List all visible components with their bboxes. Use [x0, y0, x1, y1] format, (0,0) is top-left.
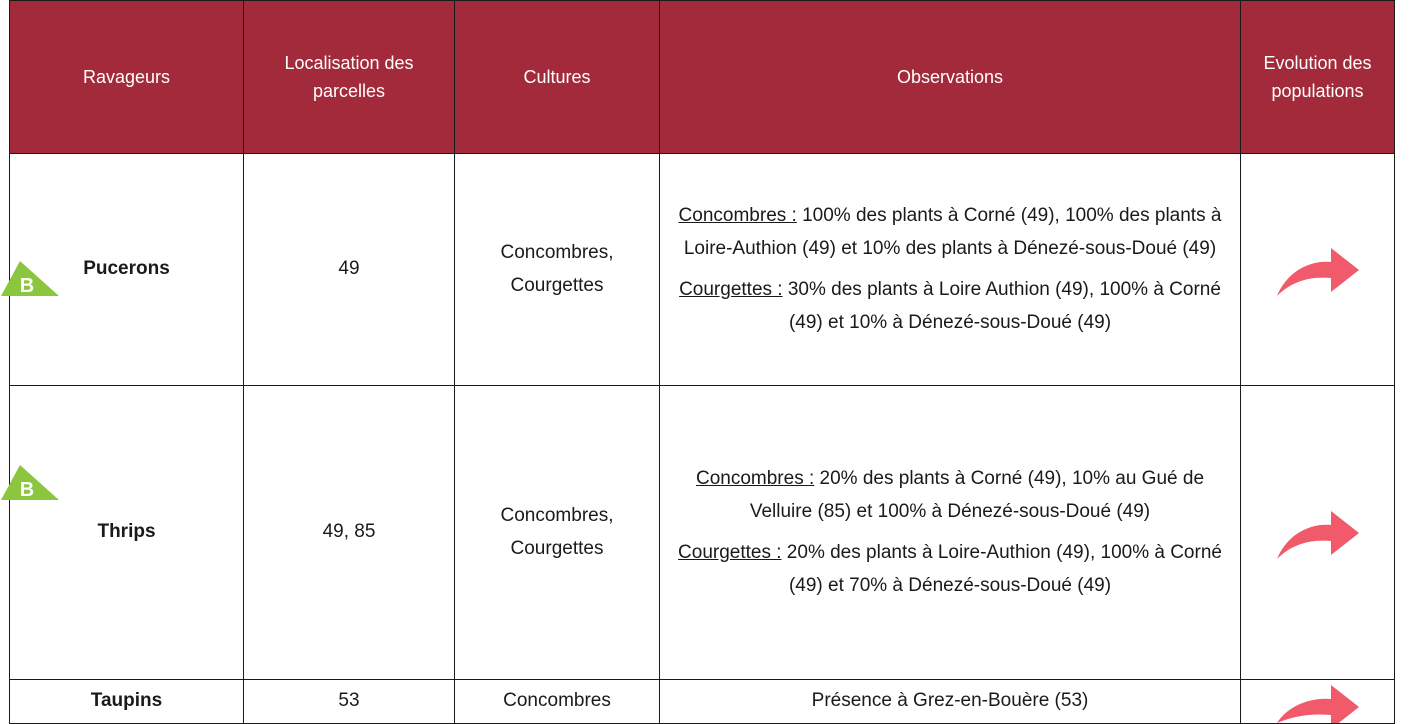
table-header-row [10, 1, 1395, 154]
badge-letter: B [19, 479, 35, 501]
cultures-line2: Courgettes [510, 274, 604, 296]
pest-name: Pucerons [10, 154, 244, 386]
evolution-cell [1241, 386, 1395, 680]
cultures-cell [455, 386, 660, 680]
cultures-cell: Concombres [455, 680, 660, 724]
crop-label: Courgettes : [679, 279, 783, 300]
localisation-cell: 49 [244, 154, 455, 386]
badge-b-icon [0, 462, 62, 502]
evolution-cell [1241, 680, 1395, 724]
trend-up-arrow-icon [1273, 240, 1363, 300]
badge-divider-line [9, 510, 10, 680]
cultures-line1: Concombres, [500, 505, 614, 526]
cultures-line1: Concombres, [500, 242, 614, 263]
cultures-line2: Courgettes [510, 537, 604, 559]
trend-up-arrow-icon [1273, 681, 1363, 723]
observation-text: 30% des plants à Loire Authion (49), 100% à Corné (49) et 10% à Dénezé-sous-Doué (49) [782, 279, 1221, 333]
observation-courgettes [670, 274, 1230, 339]
observation-text: 100% des plants à Corné (49), 100% des plants à Loire-Authion (49) et 10% des plants à Dénezé-sous-Doué (49) [683, 205, 1222, 259]
pest-name: Taupins [10, 680, 244, 724]
table-row [10, 386, 1395, 680]
observation-text: 20% des plants à Corné (49), 10% au Gué de Velluire (85) et 100% à Dénezé-sous-Doué (49) [749, 468, 1205, 522]
header-localisation-line2: parcelles [312, 81, 386, 101]
observations-cell: Présence à Grez-en-Bouère (53) [660, 680, 1241, 724]
evolution-cell [1241, 154, 1395, 386]
pest-table [9, 0, 1395, 724]
cultures-cell [455, 154, 660, 386]
observation-courgettes [670, 537, 1230, 602]
header-observations: Observations [660, 1, 1241, 154]
trend-up-arrow-icon [1273, 503, 1363, 563]
observation-text: 20% des plants à Loire-Authion (49), 100% à Corné (49) et 70% à Dénezé-sous-Doué (49) [781, 542, 1222, 596]
header-evolution-line1: Evolution des [1263, 53, 1372, 73]
observations-cell [660, 154, 1241, 386]
badge-b-icon [0, 258, 62, 298]
observations-cell [660, 386, 1241, 680]
observation-concombres [670, 463, 1230, 528]
pest-name: Thrips [10, 386, 244, 680]
header-evolution [1241, 1, 1395, 154]
localisation-cell: 53 [244, 680, 455, 724]
crop-label: Courgettes : [678, 542, 782, 563]
header-localisation-line1: Localisation des [284, 53, 414, 73]
header-evolution-line2: populations [1271, 81, 1364, 101]
table-row [10, 154, 1395, 386]
header-localisation [244, 1, 455, 154]
crop-label: Concombres : [678, 205, 797, 226]
table-row [10, 680, 1395, 724]
observation-concombres [670, 200, 1230, 265]
header-cultures: Cultures [455, 1, 660, 154]
header-ravageurs: Ravageurs [10, 1, 244, 154]
crop-label: Concombres : [695, 468, 815, 489]
badge-divider-line [9, 318, 10, 398]
localisation-cell: 49, 85 [244, 386, 455, 680]
badge-letter: B [19, 275, 35, 297]
